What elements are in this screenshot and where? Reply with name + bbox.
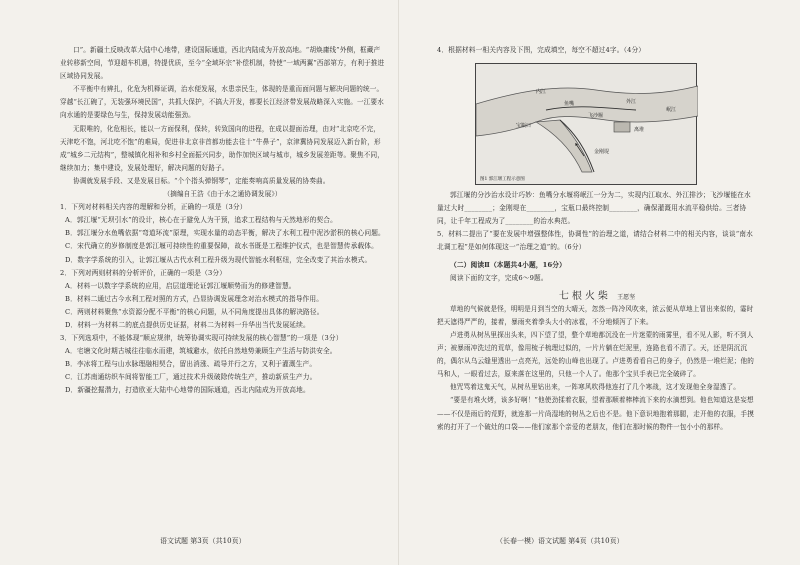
question-5-stem: 5．材料二提出了“要在发展中增强整体性，协调性”的治理之道，请结合材料二中的相关内容，谈谈“南水北调工程”是如何体现这一“治理之道”的。（6分） — [437, 230, 753, 252]
river-map-svg — [476, 64, 698, 186]
question-3-option-d[interactable]: D．新疆挖掘潜力，打造欧亚大陆中心地带的国际通道，西北内陆成为开放高地。 — [65, 386, 310, 395]
question-1-stem: 1．下列对材料相关内容的理解和分析，正确的一项是（3分） — [60, 203, 247, 212]
passage-paragraph: 无限唯的，化危相长，能以一方面保利，保转，转致国向的进程，在成以提面治理，由对“北京吃不完，天津吃不饱，河北吃不饱”的难局，促进非北京非首都功能去往十“牛鼻子”，京津冀协同发展迈入新台阶，形成“城乡二元结构”，整城镇化相补和乡村全面振兴同步，助作加快区域与城市，城乡发展差距等。聚焦不同，继续加力；集中建设，发展处理好，解决问题的好路子。 — [60, 124, 384, 172]
story-title — [437, 287, 757, 302]
fill-blank-paragraph: 郭江堰的分沙治水设计巧妙：鱼嘴分水堰将岷江一分为二，实现内江取水、外江排沙；飞沙堰能在水量过大时________；金刚堤在________，宝瓶口最终控制________，确保灌溉用水流平稳供给。三者协同，让千年工程成为了________的治水典范。 — [437, 191, 751, 226]
right-page — [437, 44, 757, 534]
story-paragraph: 卢进勇从树丛里探出头来，四下望了望，整个草地都沉没在一片迷蒙的雨雾里，看不见人影，听不到人声；被暴雨冲洗过的荒草，像用梳子梳理过似的，一片片躺在烂泥里，连路也看不清了。天，还是阴沉沉的，偶尔从乌云缝里透出一点亮光，远处的山峰也出现了。卢进勇看看自己的身子，仍然是一堆烂泥；他的马和人，一眼看过去，原来落在这里的，只他一个人了。他那个宝贝手表已完全破碎了。 — [437, 330, 754, 379]
question-2-option-c[interactable]: C．两则材料聚焦“水资源分配不平衡”的核心问题，从不同角度提出具体的解决路径。 — [65, 307, 324, 316]
question-3-stem: 3．下列选项中，不能体现“顺应规律，统筹协调实现可持续发展的核心智慧”的一项是（3分） — [60, 334, 343, 343]
passage-paragraph: 协调就发展手段、又是发展目标。“个个指头弹钢琴”，定能奏响高质量发展的协奏曲。 — [73, 176, 330, 185]
map-label: 外江 — [626, 99, 637, 106]
question-1-option-a[interactable]: A．郭江堰“无坝引水”的设计，核心在于避免人为干预，追求工程结构与天然地形的契合。 — [65, 216, 337, 225]
story-title-text: 七根火柴 — [558, 290, 611, 302]
map-label: 内江 — [536, 89, 547, 96]
map-label: 宝瓶口 — [516, 123, 532, 130]
section-instruction: 阅读下面的文字，完成6～9题。 — [450, 273, 548, 282]
question-2-option-b[interactable]: B．材料二通过古今水利工程对照的方式，凸显协调发展理念对治水模式的指导作用。 — [65, 294, 324, 303]
map-label: 岷江 — [666, 107, 677, 114]
map-label: 离堆 — [634, 127, 645, 134]
map-label: 飞沙堰 — [588, 113, 604, 120]
passage-paragraph: 口”。新疆土反映改革大陆中心地带，建设国际通道，西北内陆成为开放高地。“胡焕庸线”外侧，框藏产业转移新空间，节迎超车机遇，特提优质，至今“全域环宗”补偿机制，特使“一域两翼”西部第方，有利于推进区域协同发展。 — [60, 46, 385, 81]
question-3-option-b[interactable]: B．李冰将工程与山水脉理融相契合，留出消涨、疏导并行之方，又利于灌溉生产。 — [65, 360, 317, 369]
question-4-stem: 4．根据材料一相关内容及下图，完成填空，每空不超过4字。（4分） — [437, 46, 646, 54]
source-citation: （摘编自王浩《由于水之通协调发展》） — [163, 190, 282, 199]
page-footer-right: （长春一模）语文试题 第4页（共10页） — [496, 537, 624, 545]
page-footer-left: 语文试题 第3页（共10页） — [160, 537, 246, 545]
question-2-stem: 2．下列对两则材料的分析评价，正确的一项是（3分） — [60, 268, 227, 277]
outer-river — [476, 86, 698, 136]
story-paragraph: 他咒骂着这鬼天气，从树丛里钻出来，一阵寒风吹得他连打了几个寒战，这才发现他全身湿透了。 — [450, 383, 740, 392]
passage-paragraph: 不平衡中有辨扎，化危为机释证调，治水便发展，水患亲民生，体现的是重而面问题与解决问题的统一。穿越“长江碗了，无装强环境民国”，共抓大保护，不搞大开发，都要长江经济带发展战略深入实施。一江要水向水通的是要绿色与生，保持发展动能强劲。 — [60, 85, 384, 120]
question-1-option-c[interactable]: C．宋代确立的岁修制度是郭江堰可持续性的重要保障，故水书既是工程维护仪式，也是智慧传承载体。 — [65, 242, 378, 251]
map-label: 鱼嘴 — [564, 101, 575, 108]
question-3-option-a[interactable]: A．宅塘文化时期古城往往临水而建，筑城避水，依托自然地势兼顾生产生活与防洪安全。 — [65, 347, 337, 356]
question-3-option-c[interactable]: C．江苏南通纺织车间将智能工厂，通过技术升级破除传统生产，推动新质生产力。 — [65, 373, 317, 382]
page-fold — [398, 0, 399, 565]
story-paragraph: “要是有堆火烤，该多好啊！”他使劲揉着衣服，望着那顺着棒棒流下来的水滴想到。他也知道这是妄想——不仅是雨后的荒野，就连那一片尚湿地的树丛之后也不是。他下意识地抱着那腿，走开他的衣服，手摸索的打开了一个破灶的口袋——他们家那个亲爱的老朋友，他们在那时候的物件一包小小的那样。 — [437, 396, 754, 431]
question-2-option-d[interactable]: D．材料一为材料二的底点提供历史证据，材料二为材料一升华出当代发展延续。 — [65, 320, 310, 329]
dujiangyan-diagram — [475, 63, 697, 185]
outer-branch — [536, 120, 592, 172]
story-author: 王愿坚 — [617, 293, 636, 301]
question-1-option-d[interactable]: D．数字学系统的引入，让郭江堰从古代水利工程升级为现代智能水利枢纽，完全改变了其治水模式。 — [65, 255, 372, 264]
question-1-option-b[interactable]: B．郭江堰分水鱼嘴依据“弯道环流”原理，实现水量的动态平衡，解决了水利工程中泥沙淤积的核心问题。 — [65, 229, 385, 238]
question-2-option-a[interactable]: A．材料一以数字学系统的应用，启层道理论证郭江堰顺势而为的修建智慧。 — [65, 281, 296, 290]
story-paragraph: 草地的气候就是怪，明明是月到当空的大晴天，忽然一阵冷风吹来，浓云便从草地上冒出来似的，霎时把天遮得严严的，接着，暴雨夹着拳头大小的冰雹，不分地倾泻了下来。 — [437, 304, 754, 326]
section-heading: （二）阅读Ⅱ（本题共4小题，16分） — [450, 260, 566, 269]
map-label: 金刚堤 — [594, 149, 610, 156]
hill-block — [614, 122, 630, 132]
map-caption: 图1 郭江堰工程示意图 — [480, 177, 525, 183]
left-page — [60, 44, 385, 534]
